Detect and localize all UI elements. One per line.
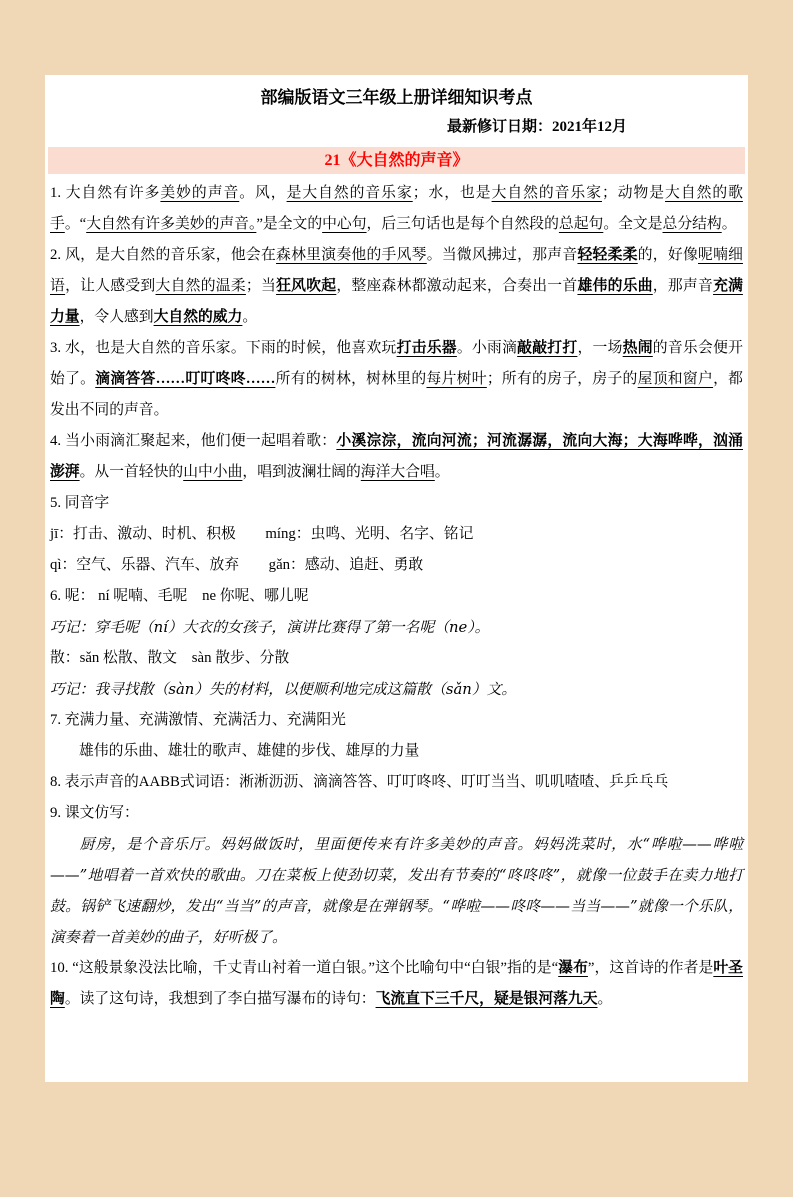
text-run: ，一场 bbox=[577, 340, 623, 356]
emphasized-text: 大自然的威力 bbox=[153, 309, 243, 325]
document-title: 部编版语文三年级上册详细知识考点 bbox=[260, 88, 533, 107]
emphasized-text: 雄伟的乐曲 bbox=[577, 278, 653, 294]
text-run: 。风， bbox=[239, 185, 287, 201]
text-run: 雄伟的乐曲、雄壮的歌声、雄健的步伐、雄厚的力量 bbox=[79, 743, 420, 759]
paragraph bbox=[50, 488, 743, 519]
emphasized-text: 山中小曲 bbox=[183, 464, 243, 480]
text-run: ”，这首诗的作者是 bbox=[587, 960, 714, 976]
emphasized-text: 热闹 bbox=[622, 340, 653, 356]
emphasized-text: 滴滴答答……叮叮咚咚…… bbox=[95, 371, 276, 387]
text-run: ，都发出不同的声音。 bbox=[50, 371, 743, 418]
paragraph bbox=[50, 736, 743, 767]
text-run: 。“ bbox=[64, 216, 87, 232]
text-run: ，那声音 bbox=[652, 278, 714, 294]
paragraph bbox=[50, 240, 743, 333]
emphasized-text: 大自然的音乐家 bbox=[491, 185, 602, 201]
text-run: ；水，也是 bbox=[412, 185, 492, 201]
text-run: 10. “这般景象没法比喻，千丈青山衬着一道白银。”这个比喻句中“白银”指的是“ bbox=[50, 960, 559, 976]
emphasized-text: 海洋大合唱 bbox=[360, 464, 435, 480]
text-run: 8. 表示声音的AABB式词语：淅淅沥沥、滴滴答答、叮叮咚咚、叮叮当当、叽叽喳喳、乒乒乓乓 bbox=[50, 774, 669, 790]
paragraph bbox=[50, 550, 743, 581]
text-run: 7. 充满力量、充满激情、充满活力、充满阳光 bbox=[50, 712, 346, 728]
paragraph bbox=[50, 612, 743, 643]
text-run: 。 bbox=[597, 991, 613, 1007]
paragraph bbox=[50, 829, 743, 953]
text-run: ，后三句话也是每个自然段的 bbox=[366, 216, 559, 232]
emphasized-text: 森林里演奏他的手风琴 bbox=[276, 247, 427, 263]
text-run: 4. 当小雨滴汇聚起来，他们便一起唱着歌： bbox=[50, 433, 337, 449]
text-run: 所有的树林，树林里的 bbox=[275, 371, 427, 387]
text-run: 。 bbox=[434, 464, 450, 480]
text-run: qì：空气、乐器、汽车、放弃 gǎn：感动、追赶、勇敢 bbox=[50, 557, 424, 573]
paragraph bbox=[50, 953, 743, 1015]
text-run: 。小雨滴 bbox=[456, 340, 518, 356]
emphasized-text: 总起句 bbox=[558, 216, 604, 232]
paragraph bbox=[50, 798, 743, 829]
text-run: ；所有的房子，房子的 bbox=[486, 371, 638, 387]
text-run: ，唱到波澜壮阔的 bbox=[242, 464, 361, 480]
emphasized-text: 敲敲打打 bbox=[517, 340, 578, 356]
text-run: 厨房，是个音乐厅。妈妈做饭时，里面便传来有许多美妙的声音。妈妈洗菜时，水“哗啦——哗啦——”地唱着一首欢快的歌曲。刀在菜板上使劲切菜，发出有节奏的“咚咚咚”，就像一位鼓手在卖力地打鼓。锅铲飞速翻炒，发出“当当”的声音，就像是在弹钢琴。“哗啦——咚咚——当当——”就像一个乐队，演奏着一首美妙的曲子，好听极了。 bbox=[50, 836, 743, 946]
text-run: 6. 呢： ní 呢喃、毛呢 ne 你呢、哪儿呢 bbox=[50, 588, 309, 604]
emphasized-text: 大自然的温柔 bbox=[155, 278, 246, 294]
emphasized-text: 每片树叶 bbox=[426, 371, 487, 387]
text-run: 。全文是 bbox=[603, 216, 663, 232]
emphasized-text: 打击乐器 bbox=[396, 340, 457, 356]
emphasized-text: 瀑布 bbox=[558, 960, 588, 976]
emphasized-text: 美妙的声音 bbox=[160, 185, 240, 201]
emphasized-text: 总分结构 bbox=[662, 216, 722, 232]
text-run: jī：打击、激动、时机、积极 míng：虫鸣、光明、名字、铭记 bbox=[50, 526, 474, 542]
text-run: 的，好像 bbox=[637, 247, 699, 263]
section-header: 21《大自然的声音》 bbox=[48, 147, 745, 174]
emphasized-text: 狂风吹起 bbox=[276, 278, 337, 294]
revision-date: 最新修订日期：2021年12月 bbox=[446, 119, 627, 135]
emphasized-text: 充满力量 bbox=[50, 278, 743, 325]
emphasized-text: 飞流直下三千尺，疑是银河落九天 bbox=[375, 991, 598, 1007]
text-run: ；动物是 bbox=[601, 185, 666, 201]
emphasized-text: 叶圣陶 bbox=[50, 960, 743, 1007]
text-run: 。从一首轻快的 bbox=[79, 464, 184, 480]
paragraph bbox=[50, 674, 743, 705]
text-run: 散：sǎn 松散、散文 sàn 散步、分散 bbox=[50, 650, 290, 666]
text-run: ”是全文的 bbox=[256, 216, 323, 232]
paragraph bbox=[50, 643, 743, 674]
emphasized-text: 呢喃细语 bbox=[50, 247, 743, 294]
paragraph bbox=[50, 178, 743, 240]
text-run: 5. 同音字 bbox=[50, 495, 110, 511]
emphasized-text: 小溪淙淙，流向河流；河流潺潺，流向大海；大海哗哗，汹涌澎湃 bbox=[50, 433, 743, 480]
text-run: 的音乐会便开始了。 bbox=[50, 340, 743, 387]
paragraph bbox=[50, 581, 743, 612]
text-run: 。当微风拂过，那声音 bbox=[426, 247, 578, 263]
emphasized-text: 大自然的歌手 bbox=[50, 185, 743, 232]
text-run: 。 bbox=[242, 309, 258, 325]
emphasized-text: 屋顶和窗户 bbox=[637, 371, 714, 387]
emphasized-text: 中心句 bbox=[322, 216, 367, 232]
text-run: ，让人感受到 bbox=[65, 278, 156, 294]
text-run: 。 bbox=[721, 216, 737, 232]
text-run: 巧记：穿毛呢（ní）大衣的女孩子，演讲比赛得了第一名呢（ne）。 bbox=[50, 619, 490, 636]
text-run: ，令人感到 bbox=[79, 309, 154, 325]
emphasized-text: 大自然有许多美妙的声音。 bbox=[86, 216, 257, 232]
text-run: ；当 bbox=[245, 278, 277, 294]
text-run: 1. 大自然有许多 bbox=[50, 185, 161, 201]
text-run: 9. 课文仿写： bbox=[50, 805, 139, 821]
text-run: ，整座森林都激动起来，合奏出一首 bbox=[336, 278, 578, 294]
emphasized-text: 是大自然的音乐家 bbox=[286, 185, 413, 201]
document-page bbox=[45, 75, 748, 1082]
paragraph bbox=[50, 333, 743, 426]
text-run: 。读了这句诗，我想到了李白描写瀑布的诗句： bbox=[64, 991, 376, 1007]
text-run: 巧记：我寻找散（sàn）失的材料，以便顺利地完成这篇散（sǎn）文。 bbox=[50, 681, 517, 698]
text-run: 2. 风，是大自然的音乐家，他会在 bbox=[50, 247, 277, 263]
paragraph bbox=[50, 705, 743, 736]
content-body bbox=[48, 178, 745, 1015]
paragraph bbox=[50, 767, 743, 798]
paragraph bbox=[50, 426, 743, 488]
paragraph bbox=[50, 519, 743, 550]
emphasized-text: 轻轻柔柔 bbox=[577, 247, 638, 263]
text-run: 3. 水，也是大自然的音乐家。下雨的时候，他喜欢玩 bbox=[50, 340, 397, 356]
